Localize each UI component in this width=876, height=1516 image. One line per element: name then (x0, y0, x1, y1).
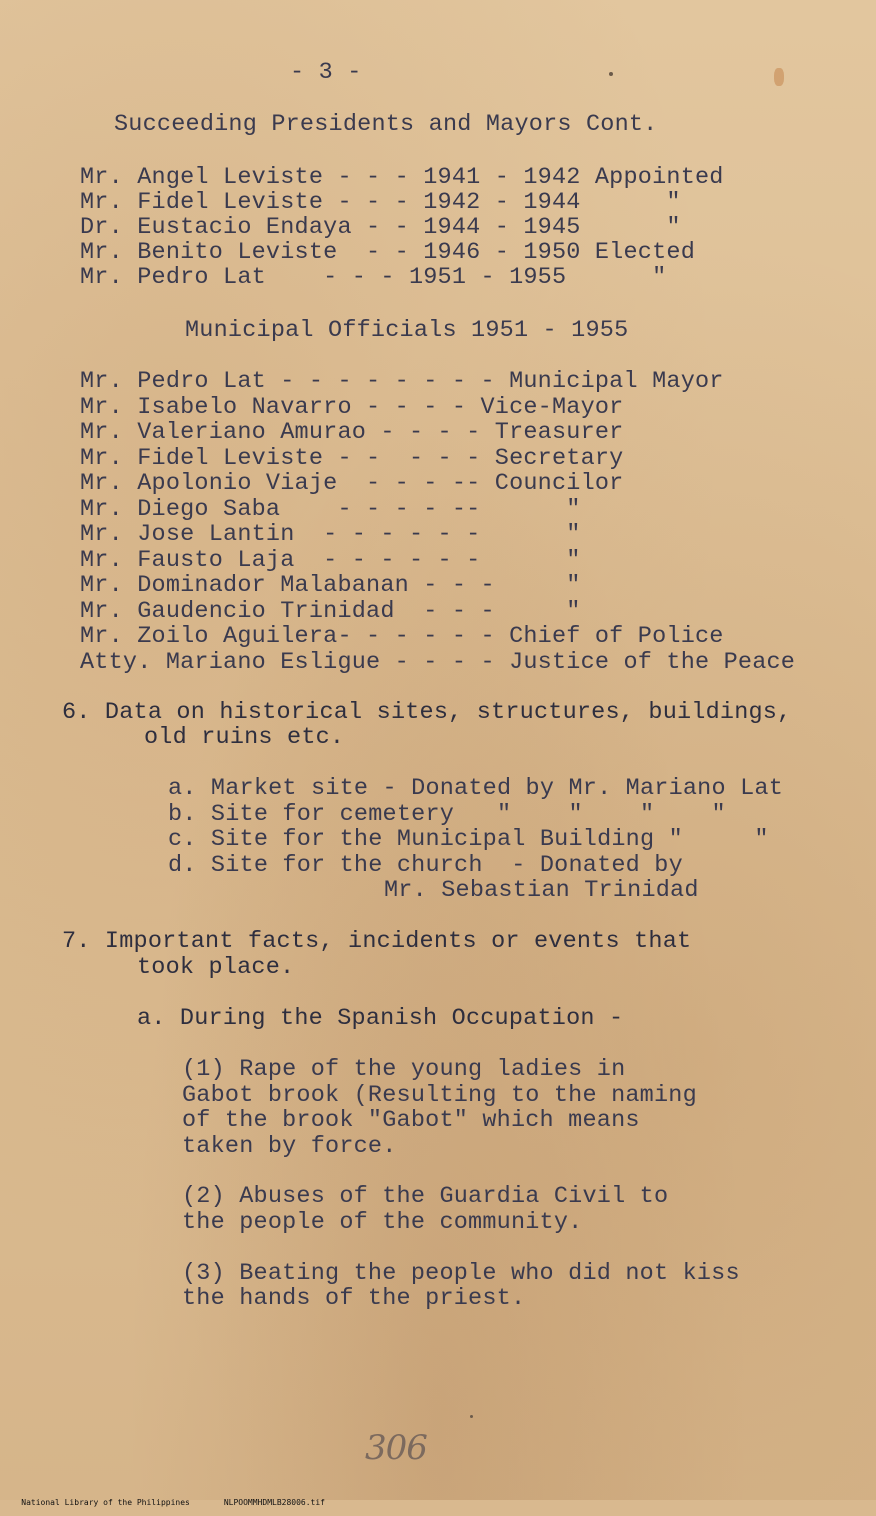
page-heading: Succeeding Presidents and Mayors Cont. (114, 111, 658, 138)
event-2-line: the people of the community. (182, 1209, 583, 1236)
official-entry: Mr. Fidel Leviste - - - - - Secretary (80, 445, 624, 472)
official-entry: Mr. Jose Lantin - - - - - - " (80, 521, 581, 548)
section-6-title-cont: old ruins etc. (144, 724, 345, 751)
site-item: a. Market site - Donated by Mr. Mariano Lat (168, 775, 783, 802)
paper-stain (774, 68, 784, 86)
president-entry: Mr. Pedro Lat - - - 1951 - 1955 " (80, 264, 667, 291)
president-entry: Mr. Angel Leviste - - - 1941 - 1942 Appointed (80, 164, 724, 191)
official-entry: Mr. Dominador Malabanan - - - " (80, 572, 581, 599)
official-entry: Mr. Valeriano Amurao - - - - Treasurer (80, 419, 624, 446)
official-entry: Mr. Zoilo Aguilera- - - - - - Chief of Police (80, 623, 724, 650)
event-1-line: of the brook "Gabot" which means (182, 1107, 640, 1134)
official-entry: Mr. Isabelo Navarro - - - - Vice-Mayor (80, 394, 624, 421)
site-item-cont: Mr. Sebastian Trinidad (384, 877, 699, 904)
event-2-line: (2) Abuses of the Guardia Civil to (182, 1183, 669, 1210)
footer-library: National Library of the Philippines (21, 1498, 190, 1507)
official-entry: Mr. Pedro Lat - - - - - - - - Municipal Mayor (80, 368, 724, 395)
official-entry: Atty. Mariano Esligue - - - - Justice of the Peace (80, 649, 796, 676)
official-entry: Mr. Gaudencio Trinidad - - - " (80, 598, 581, 625)
section-7-title: 7. Important facts, incidents or events that (62, 928, 692, 955)
president-entry: Dr. Eustacio Endaya - - 1944 - 1945 " (80, 214, 681, 241)
site-item: d. Site for the church - Donated by (168, 852, 683, 879)
president-entry: Mr. Fidel Leviste - - - 1942 - 1944 " (80, 189, 681, 216)
event-1-line: (1) Rape of the young ladies in (182, 1056, 626, 1083)
footer-filename: NLPOOMMHDMLB28006.tif (223, 1498, 325, 1507)
handwritten-page-number: 306 (365, 1428, 427, 1468)
official-entry: Mr. Diego Saba - - - - -- " (80, 496, 581, 523)
spanish-occupation-heading: a. During the Spanish Occupation - (137, 1005, 624, 1032)
paper-speck (609, 72, 613, 76)
event-1-line: Gabot brook (Resulting to the naming (182, 1082, 697, 1109)
scan-footer (2, 1489, 359, 1516)
paper-speck (470, 1415, 473, 1418)
official-entry: Mr. Fausto Laja - - - - - - " (80, 547, 581, 574)
page-number: - 3 - (290, 59, 362, 86)
site-item: b. Site for cemetery " " " " (168, 801, 726, 828)
president-entry: Mr. Benito Leviste - - 1946 - 1950 Elected (80, 239, 695, 266)
event-3-line: (3) Beating the people who did not kiss (182, 1260, 740, 1287)
event-1-line: taken by force. (182, 1133, 397, 1160)
official-entry: Mr. Apolonio Viaje - - - -- Councilor (80, 470, 624, 497)
event-3-line: the hands of the priest. (182, 1285, 526, 1312)
section-7-title-cont: took place. (137, 954, 295, 981)
site-item: c. Site for the Municipal Building " " (168, 826, 769, 853)
section-6-title: 6. Data on historical sites, structures, buildings, (62, 699, 792, 726)
officials-heading: Municipal Officials 1951 - 1955 (185, 317, 629, 344)
